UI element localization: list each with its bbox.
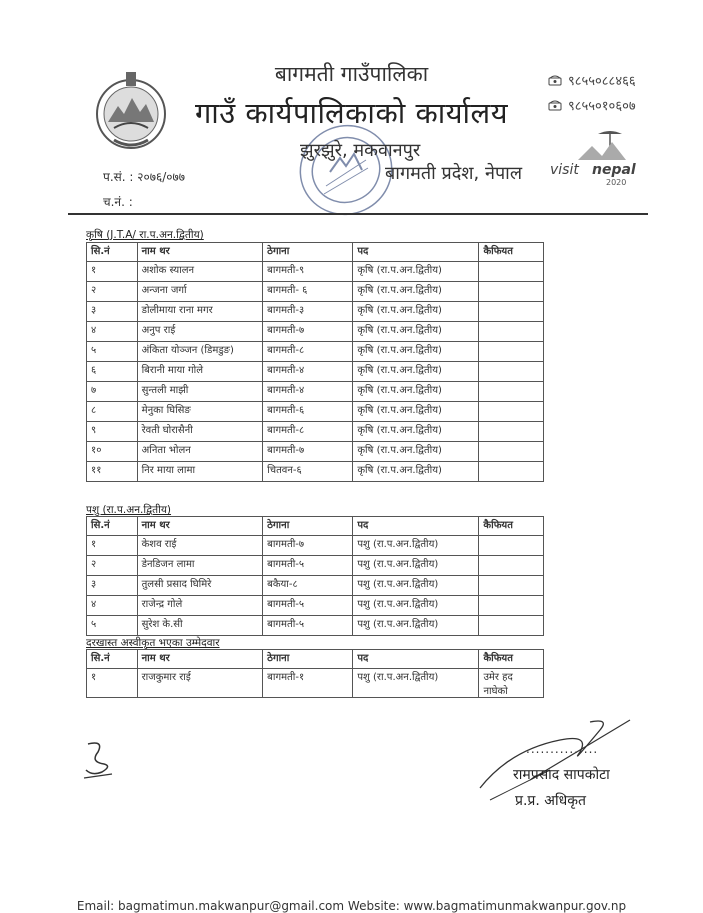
cell-remarks: [479, 596, 544, 616]
col-name: नाम थर: [137, 243, 263, 262]
table-row: [87, 442, 544, 462]
cell-post: पशु (रा.प.अन.द्वितीय): [353, 536, 479, 556]
cell-remarks: [479, 442, 544, 462]
cell-name: केशव राई: [137, 536, 263, 556]
col-address: ठेगाना: [263, 517, 353, 536]
col-post: पद: [353, 650, 479, 669]
col-remarks: कैफियत: [479, 243, 544, 262]
cell-serial: ३: [87, 302, 138, 322]
table-row: [87, 282, 544, 302]
section-title-agriculture: कृषि (J.T.A/ रा.प.अन.द्वितीय): [86, 229, 204, 241]
cell-remarks: [479, 302, 544, 322]
left-signature-icon: [82, 738, 116, 782]
cell-address: बागमती-८: [263, 342, 353, 362]
cell-name: निर माया लामा: [137, 462, 263, 482]
cell-post: कृषि (रा.प.अन.द्वितीय): [353, 282, 479, 302]
table-header-row: [87, 517, 544, 536]
cell-post: कृषि (रा.प.अन.द्वितीय): [353, 382, 479, 402]
cell-address: बागमती-५: [263, 556, 353, 576]
cell-address: बागमती-४: [263, 362, 353, 382]
header-divider: [68, 213, 648, 215]
cell-name: मेनुका घिसिङ: [137, 402, 263, 422]
cell-address: चितवन-६: [263, 462, 353, 482]
cell-name: अंकिता योञ्जन (डिमडुङ): [137, 342, 263, 362]
cell-serial: ११: [87, 462, 138, 482]
table-row: [87, 669, 544, 698]
table-row: [87, 616, 544, 636]
table-row: [87, 402, 544, 422]
cell-address: बागमती-७: [263, 442, 353, 462]
office-province: बागमती प्रदेश, नेपाल: [385, 163, 523, 184]
table-row: [87, 342, 544, 362]
cell-serial: ७: [87, 382, 138, 402]
cell-post: कृषि (रा.प.अन.द्वितीय): [353, 302, 479, 322]
rejected-table: [86, 649, 544, 698]
cell-serial: २: [87, 556, 138, 576]
cell-serial: १: [87, 536, 138, 556]
cell-post: कृषि (रा.प.अन.द्वितीय): [353, 402, 479, 422]
col-serial: सि.नं: [87, 517, 138, 536]
table-row: [87, 596, 544, 616]
cell-name: सुरेश के.सी: [137, 616, 263, 636]
cell-post: कृषि (रा.प.अन.द्वितीय): [353, 422, 479, 442]
cell-serial: ४: [87, 322, 138, 342]
table-row: [87, 576, 544, 596]
phone-number-2: ९८५५०१०६०७: [568, 99, 636, 114]
table-row: [87, 322, 544, 342]
cell-serial: ५: [87, 616, 138, 636]
svg-text:nepal: nepal: [592, 162, 636, 178]
signature-line: ...............: [526, 742, 599, 756]
cell-name: राजकुमार राई: [137, 669, 263, 698]
cell-remarks: [479, 262, 544, 282]
dispatch-number: च.नं. :: [103, 195, 133, 209]
cell-name: सुन्तली माझी: [137, 382, 263, 402]
col-name: नाम थर: [137, 517, 263, 536]
col-serial: सि.नं: [87, 243, 138, 262]
cell-address: बागमती-४: [263, 382, 353, 402]
cell-serial: ५: [87, 342, 138, 362]
cell-address: बागमती- ६: [263, 282, 353, 302]
cell-remarks: [479, 422, 544, 442]
cell-post: कृषि (रा.प.अन.द्वितीय): [353, 462, 479, 482]
table-row: [87, 536, 544, 556]
section-title-rejected: दरखास्त अस्वीकृत भएका उम्मेदवार: [86, 637, 220, 649]
office-stamp-icon: [296, 120, 396, 220]
cell-name: रेवती घोरासैनी: [137, 422, 263, 442]
cell-serial: १: [87, 669, 138, 698]
cell-address: बागमती-५: [263, 616, 353, 636]
visit-nepal-logo-icon: [548, 130, 666, 188]
cell-serial: ४: [87, 596, 138, 616]
cell-name: बिरानी माया गोले: [137, 362, 263, 382]
cell-post: कृषि (रा.प.अन.द्वितीय): [353, 342, 479, 362]
cell-address: बागमती-७: [263, 322, 353, 342]
col-remarks: कैफियत: [479, 650, 544, 669]
cell-name: तुलसी प्रसाद घिमिरे: [137, 576, 263, 596]
cell-name: अनुप राई: [137, 322, 263, 342]
col-post: पद: [353, 243, 479, 262]
cell-serial: २: [87, 282, 138, 302]
svg-text:2020: 2020: [606, 178, 627, 187]
cell-post: कृषि (रा.प.अन.द्वितीय): [353, 262, 479, 282]
table-row: [87, 302, 544, 322]
footer-contact: Email: bagmatimun.makwanpur@gmail.com Website: www.bagmatimunmakwanpur.gov.np: [76, 899, 627, 913]
cell-serial: १०: [87, 442, 138, 462]
cell-remarks: [479, 382, 544, 402]
cell-remarks: [479, 576, 544, 596]
office-place: झुरझुरे, मकवानपुर: [300, 140, 421, 161]
table-row: [87, 382, 544, 402]
col-remarks: कैफियत: [479, 517, 544, 536]
col-address: ठेगाना: [263, 650, 353, 669]
cell-remarks: [479, 536, 544, 556]
cell-address: बकैया-८: [263, 576, 353, 596]
cell-name: डोलीमाया राना मगर: [137, 302, 263, 322]
col-address: ठेगाना: [263, 243, 353, 262]
cell-serial: ९: [87, 422, 138, 442]
cell-name: अशोक स्यालन: [137, 262, 263, 282]
cell-post: कृषि (रा.प.अन.द्वितीय): [353, 362, 479, 382]
cell-serial: ६: [87, 362, 138, 382]
table-row: [87, 556, 544, 576]
cell-name: राजेन्द्र गोले: [137, 596, 263, 616]
cell-remarks: [479, 556, 544, 576]
cell-post: पशु (रा.प.अन.द्वितीय): [353, 669, 479, 698]
table-header-row: [87, 650, 544, 669]
phone-icon: [548, 99, 562, 111]
cell-address: बागमती-९: [263, 262, 353, 282]
table-row: [87, 462, 544, 482]
cell-serial: ३: [87, 576, 138, 596]
cell-serial: ८: [87, 402, 138, 422]
cell-name: डेनडिजन लामा: [137, 556, 263, 576]
cell-post: पशु (रा.प.अन.द्वितीय): [353, 556, 479, 576]
cell-remarks: [479, 342, 544, 362]
cell-post: पशु (रा.प.अन.द्वितीय): [353, 616, 479, 636]
col-serial: सि.नं: [87, 650, 138, 669]
cell-remarks: उमेर हद नाघेको: [479, 669, 544, 698]
cell-remarks: [479, 322, 544, 342]
cell-remarks: [479, 402, 544, 422]
section-title-livestock: पशु (रा.प.अन.द्वितीय): [86, 504, 172, 516]
cell-address: बागमती-७: [263, 536, 353, 556]
cell-post: पशु (रा.प.अन.द्वितीय): [353, 576, 479, 596]
signatory-name: रामप्रसाद सापकोटा: [513, 767, 610, 783]
signatory-designation: प्र.प्र. अधिकृत: [515, 793, 586, 809]
cell-address: बागमती-६: [263, 402, 353, 422]
cell-serial: १: [87, 262, 138, 282]
office-name: गाउँ कार्यपालिकाको कार्यालय: [194, 96, 509, 130]
phone-number-1: ९८५५०८८४६६: [568, 74, 636, 89]
cell-post: पशु (रा.प.अन.द्वितीय): [353, 596, 479, 616]
table-row: [87, 262, 544, 282]
cell-address: बागमती-८: [263, 422, 353, 442]
reference-number: प.सं. : २०७६/०७७: [103, 170, 185, 184]
cell-address: बागमती-३: [263, 302, 353, 322]
phone-line-1: [548, 71, 636, 89]
cell-post: कृषि (रा.प.अन.द्वितीय): [353, 322, 479, 342]
cell-remarks: [479, 462, 544, 482]
col-post: पद: [353, 517, 479, 536]
livestock-table: [86, 516, 544, 636]
cell-post: कृषि (रा.प.अन.द्वितीय): [353, 442, 479, 462]
table-header-row: [87, 243, 544, 262]
cell-remarks: [479, 616, 544, 636]
cell-name: अन्जना जर्गा: [137, 282, 263, 302]
phone-icon: [548, 74, 562, 86]
col-name: नाम थर: [137, 650, 263, 669]
phone-line-2: [548, 96, 636, 114]
cell-name: अनिता भोलन: [137, 442, 263, 462]
svg-text:visit: visit: [550, 162, 579, 178]
cell-remarks: [479, 282, 544, 302]
table-row: [87, 422, 544, 442]
cell-remarks: [479, 362, 544, 382]
agriculture-table: [86, 242, 544, 482]
cell-address: बागमती-५: [263, 596, 353, 616]
table-row: [87, 362, 544, 382]
cell-address: बागमती-१: [263, 669, 353, 698]
municipality-name: बागमती गाउँपालिका: [274, 62, 429, 86]
